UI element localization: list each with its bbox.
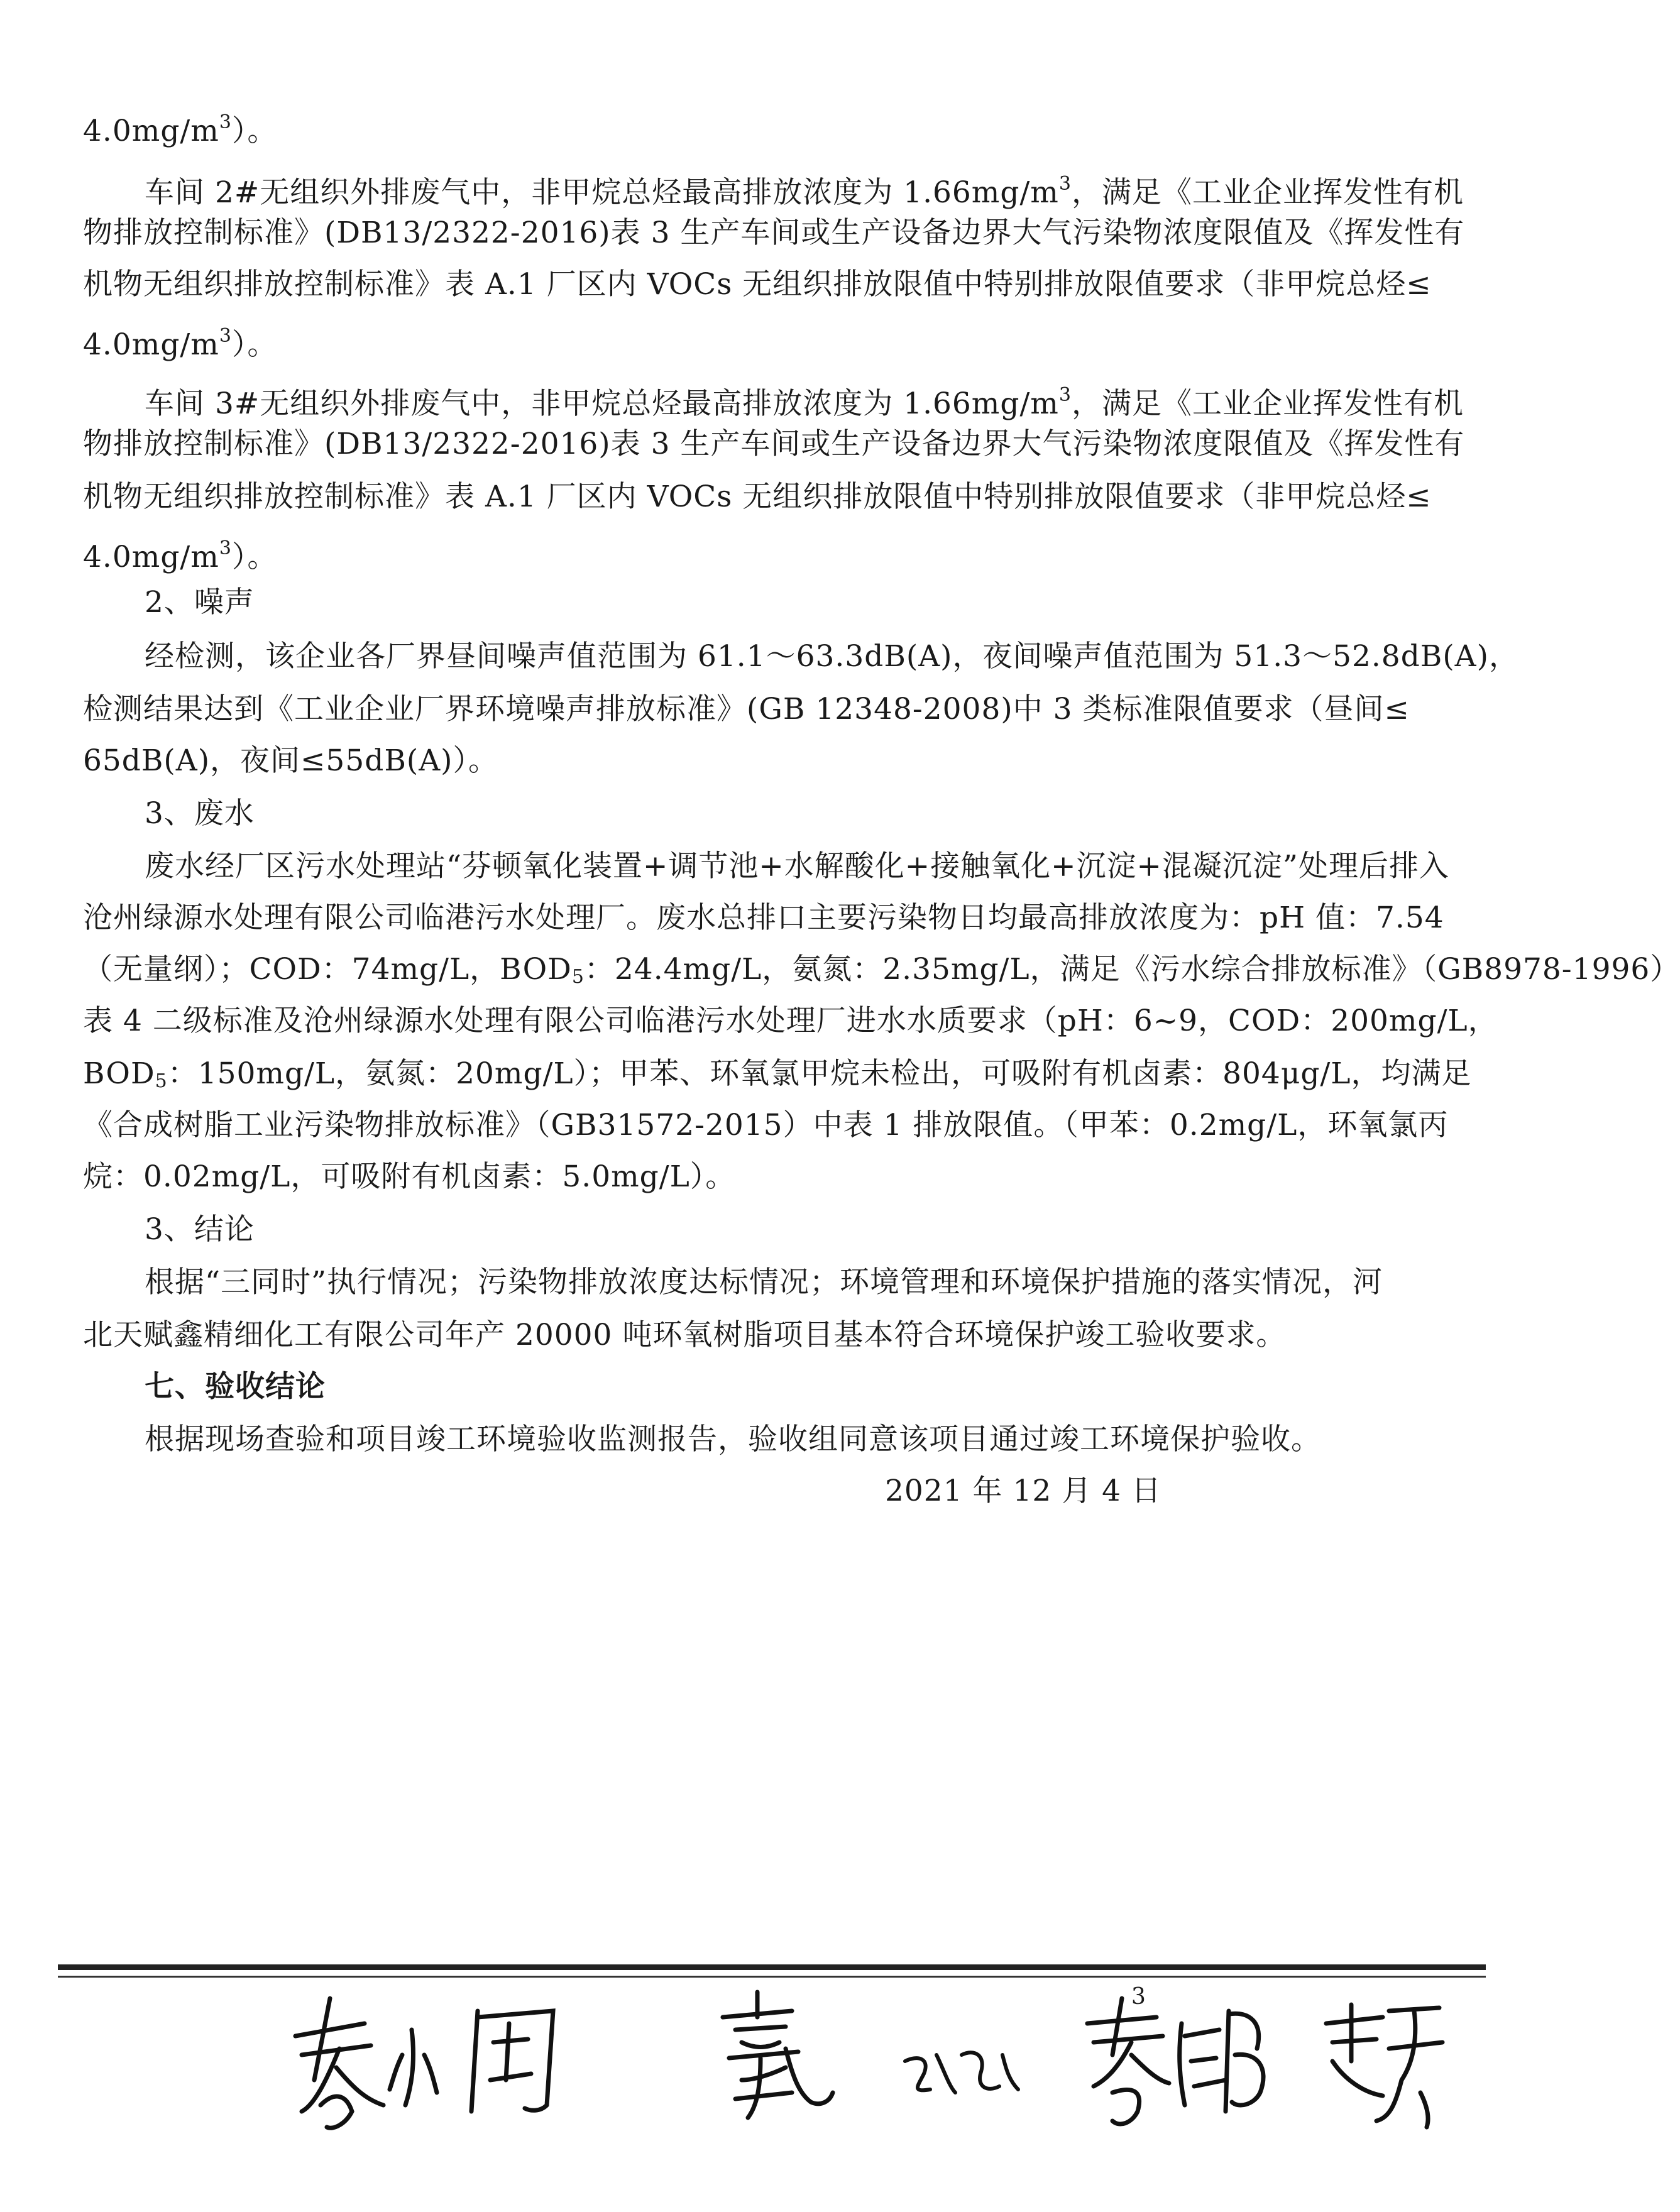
text-line: $4.0mg/m^3$）。 (83, 537, 278, 574)
text-line: 机物无组织排放控制标准》表 A.1 厂区内 VOCs 无组织排放限值中特别排放限值要求（非甲烷总烃≤ (83, 267, 1432, 302)
text-line: 经检测，该企业各厂界昼间噪声值范围为 61.1～63.3dB(A)，夜间噪声值范围为 51.3～52.8dB(A)， (145, 639, 1519, 674)
text-line: 烷：0.02mg/L，可吸附有机卤素：5.0mg/L）。 (83, 1159, 736, 1194)
signature-1 (277, 1986, 603, 2143)
text-line: 检测结果达到《工业企业厂界环境噪声排放标准》(GB 12348-2008)中 3 类标准限值要求（昼间≤ (83, 692, 1410, 726)
section-heading-conclusion: 3、结论 (145, 1212, 255, 1247)
text-line: 物排放控制标准》(DB13/2322-2016)表 3 生产车间或生产设备边界大气污染物浓度限值及《挥发性有 (83, 216, 1465, 250)
text-line: 机物无组织排放控制标准》表 A.1 厂区内 VOCs 无组织排放限值中特别排放限值要求（非甲烷总烃≤ (83, 479, 1432, 514)
section-heading-noise: 2、噪声 (145, 585, 255, 620)
text-line: 物排放控制标准》(DB13/2322-2016)表 3 生产车间或生产设备边界大气污染物浓度限值及《挥发性有 (83, 427, 1465, 461)
signature-2 (698, 1986, 842, 2143)
text-line: 车间 2#无组织外排废气中，非甲烷总烃最高排放浓度为 $1.66mg/m^3$，满足《工业企业挥发性有机 (145, 173, 1464, 210)
signature-4 (1075, 1986, 1282, 2143)
footer-rule-thick (58, 1964, 1486, 1970)
text-line: （无量纲）；COD：74mg/L，$BOD_5$：24.4mg/L，氨氮：2.35mg/L，满足《污水综合排放标准》（GB8978-1996） (83, 952, 1680, 988)
text-line: 65dB(A)，夜间≤55dB(A)）。 (83, 743, 498, 778)
text-line: $4.0mg/m^3$）。 (83, 111, 278, 148)
text-line: 《合成树脂工业污染物排放标准》（GB31572-2015）中表 1 排放限值。（甲苯：0.2mg/L，环氧氯丙 (83, 1108, 1449, 1142)
text-line: 根据“三同时”执行情况；污染物排放浓度达标情况；环境管理和环境保护措施的落实情况，河 (145, 1265, 1383, 1300)
section-heading-wastewater: 3、废水 (145, 796, 255, 831)
text-line: 北天赋鑫精细化工有限公司年产 20000 吨环氧树脂项目基本符合环境保护竣工验收要求。 (83, 1318, 1287, 1352)
section-heading-acceptance: 七、验收结论 (145, 1369, 326, 1404)
text-line: 沧州绿源水处理有限公司临港污水处理厂。废水总排口主要污染物日均最高排放浓度为：pH 值：7.54 (83, 901, 1444, 935)
page-number: 3 (1131, 1984, 1146, 2010)
text-line: 根据现场查验和项目竣工环境验收监测报告，验收组同意该项目通过竣工环境保护验收。 (145, 1422, 1321, 1457)
text-line: 废水经厂区污水处理站“芬顿氧化装置+调节池+水解酸化+接触氧化+沉淀+混凝沉淀”处理后排入 (145, 849, 1449, 884)
text-line: $4.0mg/m^3$）。 (83, 325, 278, 362)
document-date: 2021 年 12 月 4 日 (885, 1474, 1162, 1508)
text-line: 车间 3#无组织外排废气中，非甲烷总烃最高排放浓度为 $1.66mg/m^3$，满足《工业企业挥发性有机 (145, 384, 1464, 421)
footer-rule-thin (58, 1976, 1486, 1978)
text-line: $BOD_5$：150mg/L，氨氮：20mg/L）；甲苯、环氧氯甲烷未检出，可吸附有机卤素：804μg/L，均满足 (83, 1056, 1472, 1092)
signature-5 (1307, 1986, 1452, 2143)
text-line: 表 4 二级标准及沧州绿源水处理有限公司临港污水处理厂进水水质要求（pH：6~9，COD：200mg/L， (83, 1004, 1498, 1038)
signature-3 (892, 1986, 1031, 2143)
